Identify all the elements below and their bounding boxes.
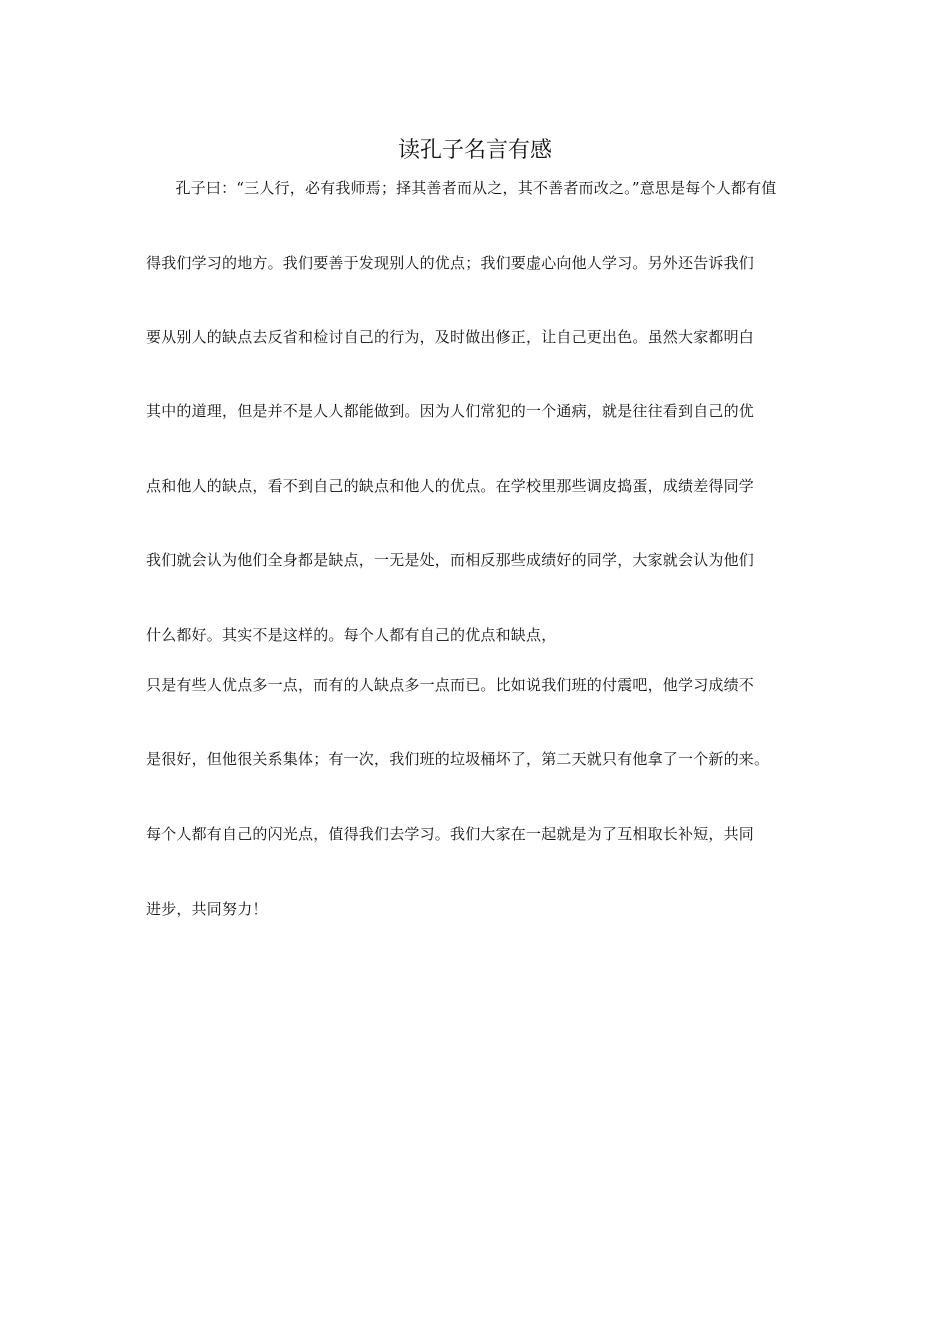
document-title: 读孔子名言有感 <box>397 138 552 163</box>
paragraph-10: 进步，共同努力！ <box>146 900 268 918</box>
paragraph-8: 是很好，但他很关系集体；有一次，我们班的垃圾桶坏了，第二天就只有他拿了一个新的来。 <box>146 750 770 768</box>
paragraph-9: 每个人都有自己的闪光点，值得我们去学习。我们大家在一起就是为了互相取长补短，共同 <box>146 825 755 843</box>
paragraph-4: 点和他人的缺点，看不到自己的缺点和他人的优点。在学校里那些调皮捣蛋，成绩差得同学 <box>146 477 755 495</box>
paragraph-6: 什么都好。其实不是这样的。每个人都有自己的优点和缺点， <box>146 626 557 644</box>
paragraph-7: 只是有些人优点多一点，而有的人缺点多一点而已。比如说我们班的付震吧，他学习成绩不 <box>146 676 755 694</box>
paragraph-5: 我们就会认为他们全身都是缺点，一无是处，而相反那些成绩好的同学，大家就会认为他们 <box>146 551 755 569</box>
paragraph-2: 要从别人的缺点去反省和检讨自己的行为，及时做出修正，让自己更出色。虽然大家都明白 <box>146 328 755 346</box>
paragraph-1: 得我们学习的地方。我们要善于发现别人的优点；我们要虚心向他人学习。另外还告诉我们 <box>146 254 755 272</box>
paragraph-3: 其中的道理，但是并不是人人都能做到。因为人们常犯的一个通病，就是往往看到自己的优 <box>146 402 755 420</box>
intro-paragraph: 孔子曰：“三人行，必有我师焉；择其善者而从之，其不善者而改之。”意思是每个人都有值 <box>175 179 777 197</box>
